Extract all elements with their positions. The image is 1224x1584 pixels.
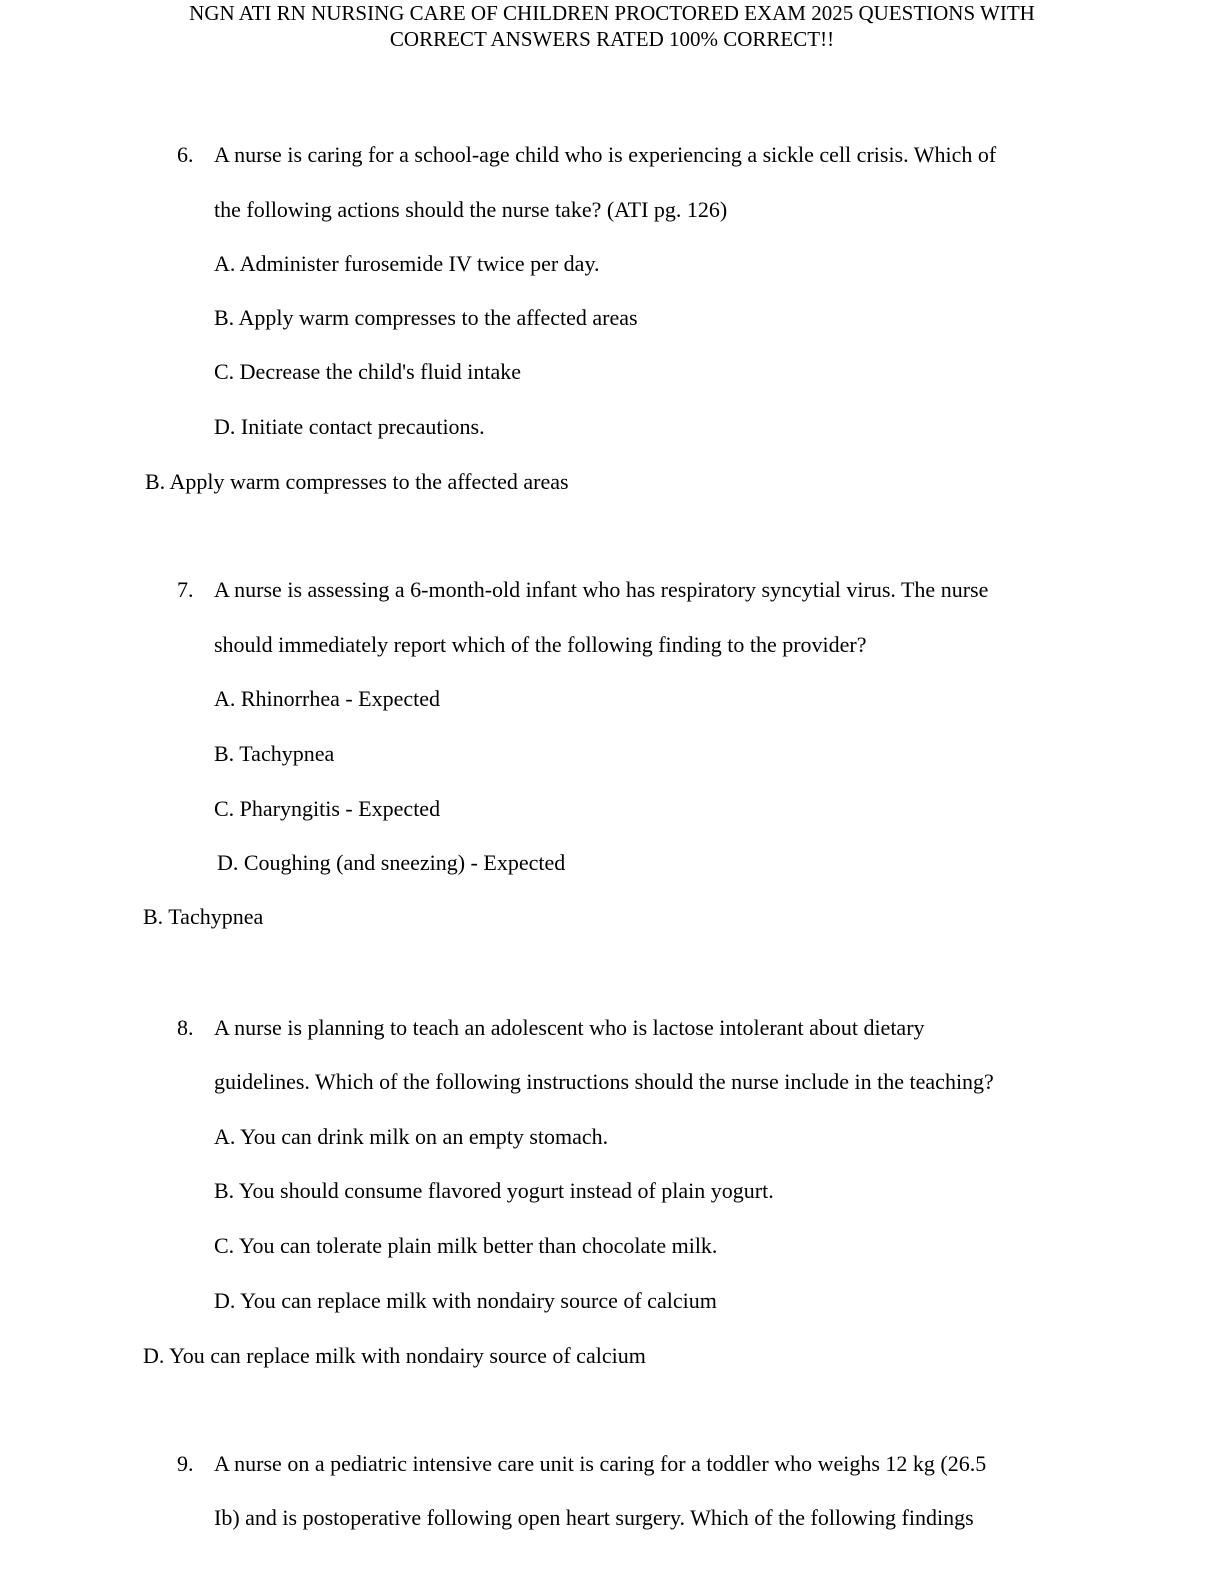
question-stem-line: guidelines. Which of the following instructions should the nurse include in the teaching? — [214, 1069, 994, 1094]
question-stem-line: the following actions should the nurse take? (ATI pg. 126) — [214, 197, 728, 222]
option-c: C. Decrease the child's fluid intake — [214, 359, 521, 384]
option-c: C. Pharyngitis - Expected — [214, 796, 441, 821]
option-c: C. You can tolerate plain milk better than chocolate milk. — [214, 1233, 718, 1258]
header-line-2: CORRECT ANSWERS RATED 100% CORRECT!! — [389, 27, 835, 51]
option-d: D. You can replace milk with nondairy source of calcium — [214, 1288, 717, 1313]
question-number: 6. — [177, 142, 194, 167]
question-number: 7. — [177, 577, 194, 602]
answer-line: B. Tachypnea — [143, 904, 264, 929]
option-b: B. You should consume flavored yogurt instead of plain yogurt. — [214, 1178, 774, 1203]
header-line-1: NGN ATI RN NURSING CARE OF CHILDREN PROCTORED EXAM 2025 QUESTIONS WITH — [189, 1, 1035, 25]
question-stem-line: A nurse is assessing a 6-month-old infant who has respiratory syncytial virus. The nurse — [214, 577, 989, 602]
question-stem-line: A nurse is caring for a school-age child who is experiencing a sickle cell crisis. Which of — [214, 142, 997, 167]
option-d: D. Initiate contact precautions. — [214, 414, 485, 439]
document-header — [0, 0, 1224, 52]
option-a: A. Administer furosemide IV twice per day. — [214, 251, 600, 276]
option-a: A. Rhinorrhea - Expected — [214, 686, 441, 711]
answer-line: B. Apply warm compresses to the affected areas — [145, 469, 569, 494]
option-a: A. You can drink milk on an empty stomach. — [214, 1124, 609, 1149]
answer-line: D. You can replace milk with nondairy source of calcium — [143, 1343, 646, 1368]
question-number: 8. — [177, 1015, 194, 1040]
option-b: B. Apply warm compresses to the affected areas — [214, 305, 638, 330]
question-stem-line: Ib) and is postoperative following open heart surgery. Which of the following findings — [214, 1505, 974, 1530]
option-d: D. Coughing (and sneezing) - Expected — [217, 850, 566, 875]
question-stem-line: A nurse is planning to teach an adolescent who is lactose intolerant about dietary — [214, 1015, 925, 1040]
question-stem-line: A nurse on a pediatric intensive care unit is caring for a toddler who weighs 12 kg (26.5 — [214, 1451, 987, 1476]
option-b: B. Tachypnea — [214, 741, 335, 766]
question-stem-line: should immediately report which of the following finding to the provider? — [214, 632, 867, 657]
question-number: 9. — [177, 1451, 194, 1476]
